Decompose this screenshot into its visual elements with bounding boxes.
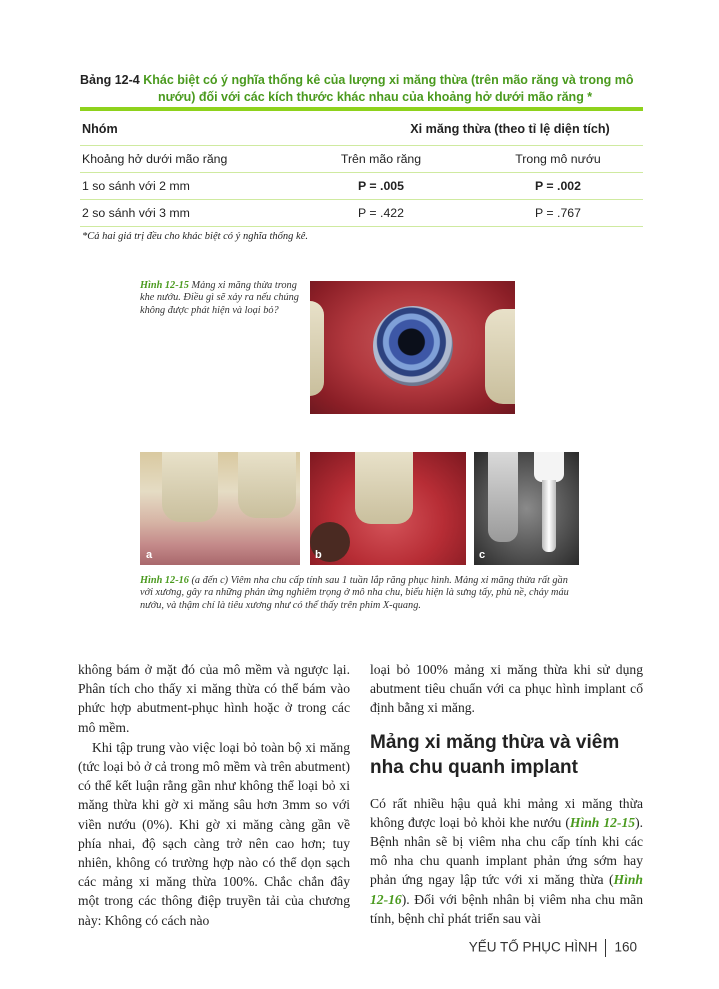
table-title-line2: nướu) đối với các kích thước khác nhau của khoảng hở dưới mão răng * (158, 90, 593, 104)
panel-label-c: c (479, 549, 486, 561)
header-group: Nhóm (80, 113, 289, 146)
figure-16-panel-b (310, 452, 466, 565)
left-paragraph-2: Khi tập trung vào việc loại bỏ toàn bộ xi măng (tức loại bỏ ở cả trong mô mềm và trên abutment) có thể kết luận rằng gần như không thể loại bỏ xi măng thừa khi gờ xi măng sâu hơn 3mm so với viền nướu (0%). Khi gờ xi măng càng gần về phía nhai, độ sạch càng trở nên cao hơn; tuy nhiên, không có trường hợp nào có thể dọn sạch các mảng xi măng thừa 100%. Chắc chắn đây một trong các thông điệp truyền tải của chương này: Không có cách nào (78, 739, 350, 928)
figure-15-caption (140, 280, 302, 317)
figure-16-panel-a (140, 452, 300, 565)
table-title-line1: Khác biệt có ý nghĩa thống kê của lượng xi măng thừa (trên mão răng và trong mô (143, 73, 634, 87)
implant-xray-shape (542, 480, 556, 552)
section-heading: Mảng xi măng thừa và viêm nha chu quanh implant (370, 731, 620, 778)
panel-label-b: b (315, 549, 322, 561)
table-cell: P = .002 (473, 173, 643, 200)
tooth-shape (485, 309, 515, 404)
table-row (80, 200, 643, 227)
left-paragraph-1: không bám ở mặt đó của mô mềm và ngược lại. Phân tích cho thấy xi măng thừa có thể bám vào phức hợp abutment-phục hình hoặc ở trong các mô mềm. (78, 662, 350, 735)
tooth-shape (238, 452, 296, 518)
text-run: ). Đối với bệnh nhân bị viêm nha chu mãn tính, bệnh chỉ phát triển sau vài (370, 891, 643, 926)
table-cell: P = .767 (473, 200, 643, 227)
figure-ref-link[interactable]: Hình 12-16 (370, 872, 643, 907)
table-row (80, 173, 643, 200)
figure-15-number: Hình 12-15 (140, 280, 189, 291)
table-cell: P = .005 (289, 173, 473, 200)
tooth-shape (355, 452, 413, 524)
left-column (78, 660, 350, 930)
figure-16-caption (140, 575, 580, 612)
figure-16-number: Hình 12-16 (140, 575, 189, 586)
tooth-xray-shape (488, 452, 518, 542)
table-label: Bảng 12-4 (80, 73, 140, 87)
figure-15-text: Mảng xi măng thừa trong khe nướu. Điều gì sẽ xảy ra nếu chúng không được phát hiện và loại bỏ? (140, 280, 299, 316)
table-cell: 1 so sánh với 2 mm (80, 173, 289, 200)
running-footer (469, 939, 637, 957)
subheader-cell: Trong mô nướu (473, 146, 643, 173)
panel-label-a: a (146, 549, 153, 561)
page-number: 160 (614, 939, 637, 955)
right-column (370, 660, 643, 928)
implant-abutment (373, 306, 453, 386)
table-top-rule (80, 107, 643, 111)
table-cell: 2 so sánh với 3 mm (80, 200, 289, 227)
header-span: Xi măng thừa (theo tỉ lệ diện tích) (289, 113, 643, 146)
tooth-shape (162, 452, 218, 522)
right-paragraph-1: loại bỏ 100% mảng xi măng thừa khi sử dụng abutment tiêu chuẩn với ca phục hình implant cố định bằng xi măng. (370, 662, 643, 716)
footer-separator (605, 939, 606, 957)
right-paragraph-2 (370, 794, 643, 928)
subheader-cell: Trên mão răng (289, 146, 473, 173)
figure-16-panel-c (474, 452, 579, 565)
crown-xray-shape (534, 452, 564, 482)
figure-16-text: (a đến c) Viêm nha chu cấp tính sau 1 tuần lắp răng phục hình. Mảng xi măng thừa rất gần với xương, gây ra những phản ứng nghiêm trọng ở mô nha chu, biểu hiện là sưng tấy, phù nề, chảy máu nướu, và thậm chí là tiêu xương như có thể thấy trên phim X-quang. (140, 575, 569, 611)
tooth-shape (310, 301, 324, 396)
table-caption (80, 72, 650, 106)
table-header-row (80, 113, 643, 146)
table-cell: P = .422 (289, 200, 473, 227)
text-run: Có rất nhiều hậu quả khi mảng xi măng thừa không được loại bỏ khỏi khe nướu ( (370, 795, 643, 830)
table-footnote: *Cả hai giá trị đều cho khác biệt có ý nghĩa thống kê. (82, 231, 308, 242)
section-name: YẾU TỐ PHỤC HÌNH (468, 939, 598, 955)
subheader-cell: Khoảng hở dưới mão răng (80, 146, 289, 173)
figure-ref-link[interactable]: Hình 12-15 (569, 814, 636, 830)
figure-15-photo (310, 281, 515, 414)
table-subheader-row (80, 146, 643, 173)
data-table (80, 113, 643, 227)
text-run: ). Bệnh nhân sẽ bị viêm nha chu cấp tính khi các mô nha chu quanh implant phản ứng sớm hay phản ứng ngay lập tức với xi măng thừa ( (370, 814, 644, 888)
